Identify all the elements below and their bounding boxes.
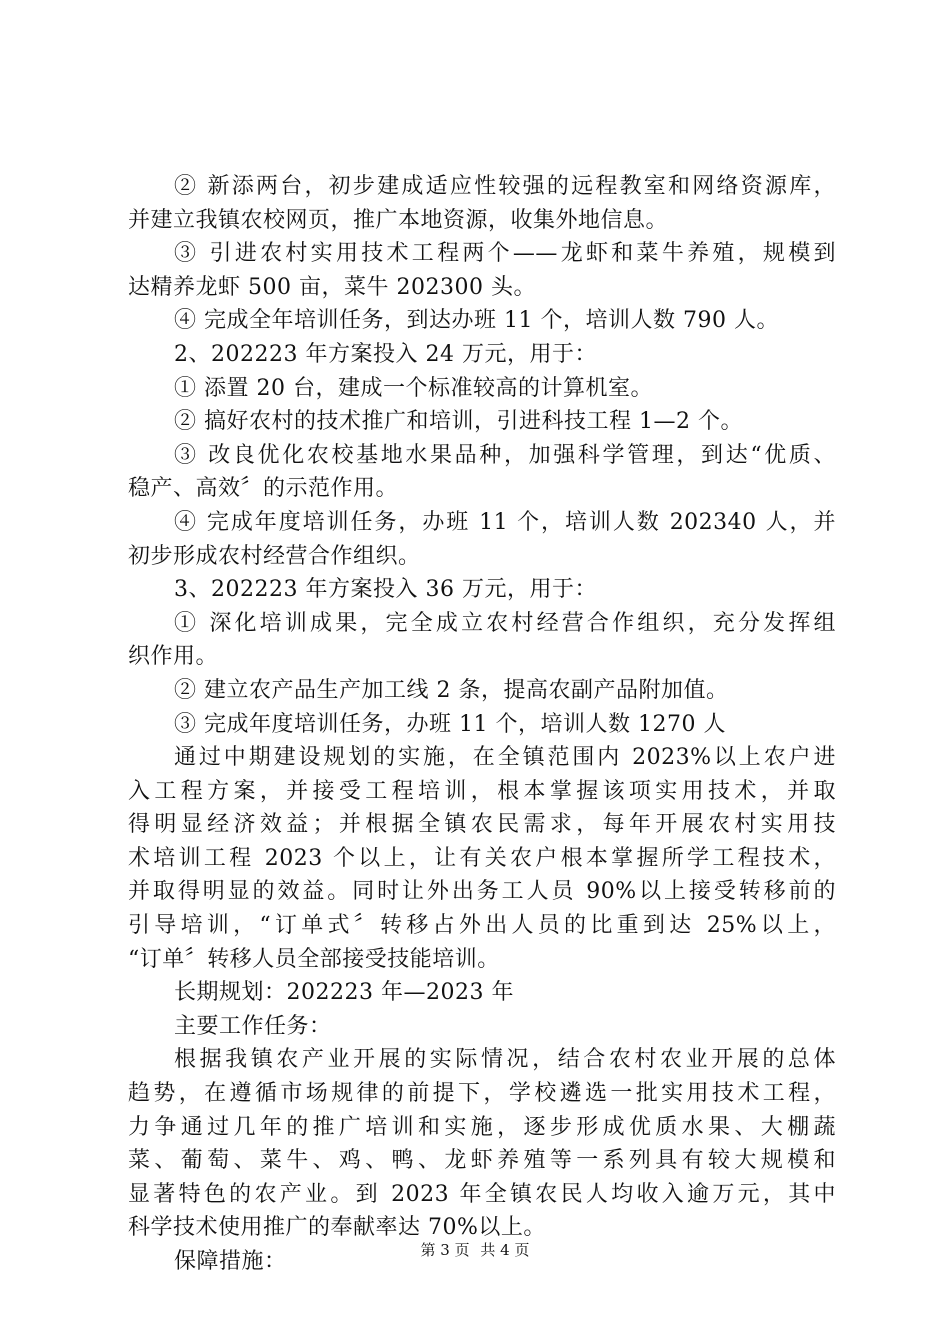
text-line: 通过中期建设规划的实施，在全镇范围内 2023%以上农户进 bbox=[174, 745, 836, 771]
text-line: 引导培训，“订单式〞转移占外出人员的比重到达 25%以上， bbox=[128, 913, 836, 939]
text-line: 织作用。 bbox=[128, 644, 219, 670]
text-line: 菜、葡萄、菜牛、鸡、鸭、龙虾养殖等一系列具有较大规模和 bbox=[128, 1148, 836, 1174]
text-line: ② 搞好农村的技术推广和培训，引进科技工程 1—2 个。 bbox=[174, 409, 743, 435]
text-line: 2、202223 年方案投入 24 万元，用于： bbox=[174, 341, 597, 367]
text-line: 趋势，在遵循市场规律的前提下，学校遴选一批实用技术工程， bbox=[128, 1081, 836, 1107]
text-line: ② 新添两台，初步建成适应性较强的远程教室和网络资源库， bbox=[174, 174, 836, 199]
text-line: ③ 改良优化农校基地水果品种，加强科学管理，到达“优质、 bbox=[174, 442, 836, 468]
text-line: ④ 完成全年培训任务，到达办班 11 个，培训人数 790 人。 bbox=[174, 308, 779, 334]
text-line: ③ 引进农村实用技术工程两个——龙虾和菜牛养殖，规模到 bbox=[174, 241, 836, 267]
text-line: ② 建立农产品生产加工线 2 条，提高农副产品附加值。 bbox=[174, 677, 729, 703]
text-line: 术培训工程 2023 个以上，让有关农户根本掌握所学工程技术， bbox=[128, 845, 836, 871]
text-line: 力争通过几年的推广培训和实施，逐步形成优质水果、大棚蔬 bbox=[128, 1114, 836, 1140]
page-number: 第 3 页 bbox=[420, 1241, 470, 1259]
text-line: 得明显经济效益；并根据全镇农民需求，每年开展农村实用技 bbox=[128, 812, 836, 838]
text-line: 稳产、高效〞的示范作用。 bbox=[128, 476, 399, 502]
text-line: 科学技术使用推广的奉献率达 70%以上。 bbox=[128, 1215, 546, 1241]
text-line: 并取得明显的效益。同时让外出务工人员 90%以上接受转移前的 bbox=[128, 879, 836, 905]
text-line: ① 深化培训成果，完全成立农村经营合作组织，充分发挥组 bbox=[174, 610, 836, 636]
text-line: 保障措施： bbox=[174, 1249, 287, 1274]
text-line: 3、202223 年方案投入 36 万元，用于： bbox=[174, 577, 597, 603]
text-line: 长期规划：202223 年—2023 年 bbox=[174, 980, 514, 1006]
text-line: 显著特色的农产业。到 2023 年全镇农民人均收入逾万元，其中 bbox=[128, 1181, 836, 1207]
text-line: “订单〞转移人员全部接受技能培训。 bbox=[128, 946, 500, 972]
page-footer bbox=[0, 1240, 950, 1260]
text-line: 主要工作任务： bbox=[174, 1013, 332, 1039]
page-total: 共 4 页 bbox=[480, 1241, 530, 1259]
text-line: ① 添置 20 台，建成一个标准较高的计算机室。 bbox=[174, 375, 653, 401]
text-line: 并建立我镇农校网页，推广本地资源，收集外地信息。 bbox=[128, 207, 669, 233]
text-line: 达精养龙虾 500 亩，菜牛 202300 头。 bbox=[128, 274, 536, 300]
document-body bbox=[128, 170, 836, 1279]
text-line: 根据我镇农产业开展的实际情况，结合农村农业开展的总体 bbox=[174, 1047, 836, 1073]
text-line: ③ 完成年度培训任务，办班 11 个，培训人数 1270 人 bbox=[174, 711, 726, 737]
text-line: 初步形成农村经营合作组织。 bbox=[128, 543, 421, 569]
text-line: ④ 完成年度培训任务，办班 11 个，培训人数 202340 人，并 bbox=[174, 509, 836, 535]
text-line: 入工程方案，并接受工程培训，根本掌握该项实用技术，并取 bbox=[128, 778, 836, 804]
